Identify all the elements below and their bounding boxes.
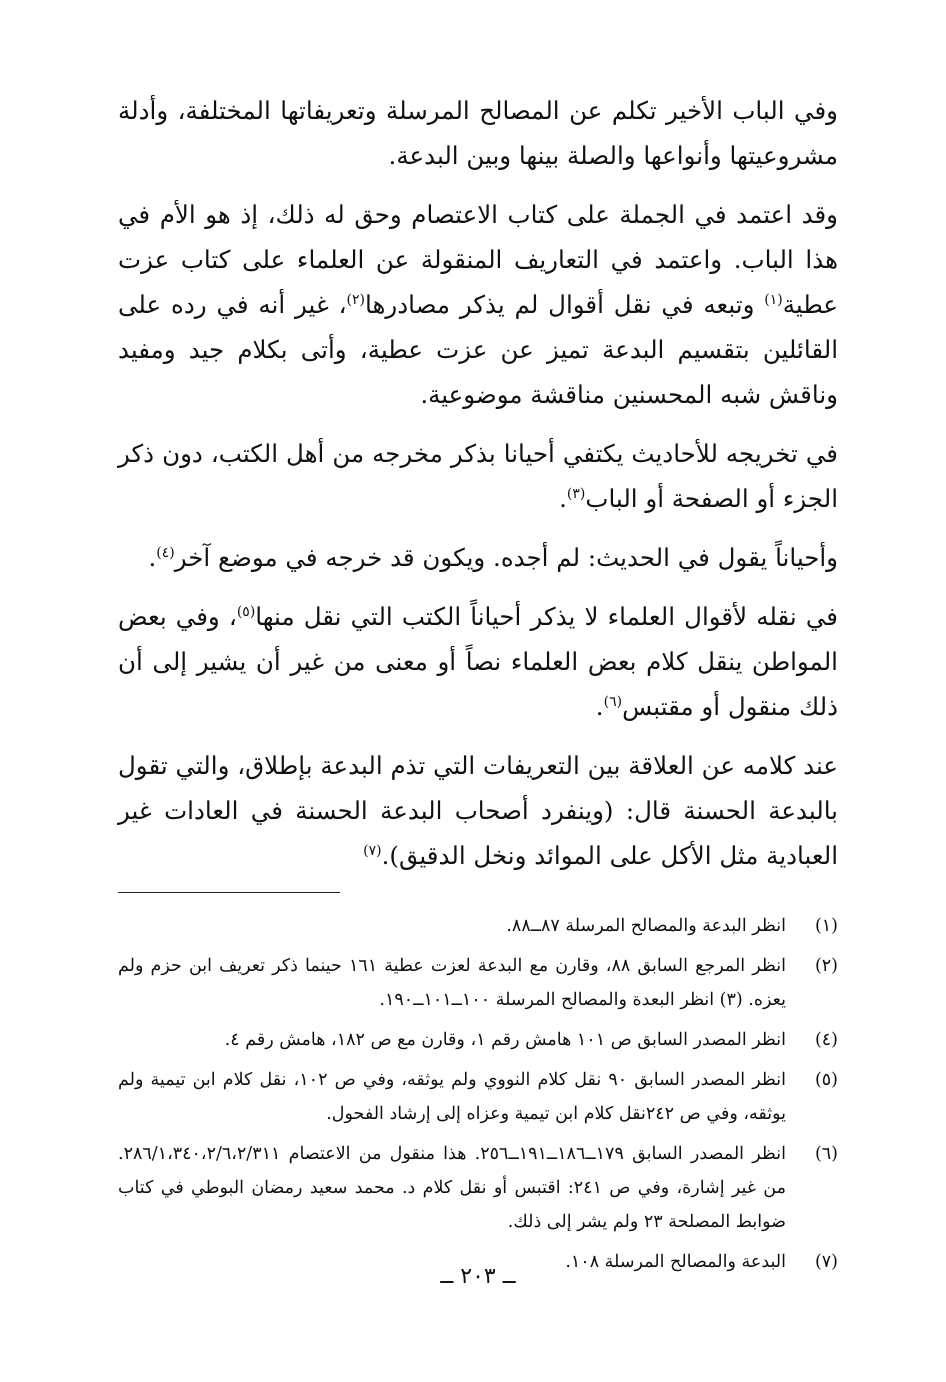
footnote-divider — [118, 892, 340, 893]
footnote-text: البدعة والمصالح المرسلة ١٠٨. — [565, 1252, 786, 1272]
footnote-ref-6[interactable]: (٦) — [603, 693, 623, 710]
page-number: ــ ٢٠٣ ــ — [440, 1264, 516, 1289]
footnote-ref-7[interactable]: (٧) — [363, 842, 382, 859]
paragraph-4: وأحياناً يقول في الحديث: لم أجده. ويكون قد خرجه في موضع آخر$^{(٤)}$. — [148, 543, 838, 572]
footnote-text: انظر المصدر السابق ص ١٠١ هامش رقم ١، وقارن مع ص ١٨٢، هامش رقم ٤. — [224, 1030, 786, 1050]
paragraph-3: في تخريجه للأحاديث يكتفي أحيانا بذكر مخرجه من أهل الكتب، دون ذكر الجزء أو الصفحة أو الباب$^{(٣)}$. — [118, 439, 838, 513]
footnote-1 — [118, 909, 838, 943]
paragraph-2: وقد اعتمد في الجملة على كتاب الاعتصام وحق له ذلك، إذ هو الأم في هذا الباب. واعتمد في التعاريف المنقولة عن العلماء على كتاب عزت عطية$^{(١)}$ وتبعه في نقل أقوال لم يذكر مصادرها$^{(٢)}$، غير أنه في رده على القائلين بتقسيم البدعة تميز عن عزت عطية، وأتى بكلام جيد ومفيد وناقش شبه المحسنين مناقشة موضوعية. — [118, 200, 838, 409]
paragraph-5: في نقله لأقوال العلماء لا يذكر أحياناً الكتب التي نقل منها$^{(٥)}$، وفي بعض المواطن ينقل كلام بعض العلماء نصاً أو معنى من غير أن يشير إلى أن ذلك منقول أو مقتبس$^{(٦)}$. — [118, 602, 838, 721]
paragraph-6: عند كلامه عن العلاقة بين التعريفات التي تذم البدعة بإطلاق، والتي تقول بالبدعة الحسنة قال: (وينفرد أصحاب البدعة الحسنة في العادات غير العبادية مثل الأكل على الموائد ونخل الدقيق).$^{(٧)}$ — [118, 751, 838, 870]
footnote-text: انظر المصدر السابق ٩٠ نقل كلام النووي ولم يوثقه، وفي ص ١٠٢، نقل كلام ابن تيمية ولم يوثقه، وفي ص ٢٤٢نقل كلام ابن تيمية وعزاه إلى إرشاد الفحول. — [118, 1070, 786, 1124]
footnote-ref-3[interactable]: (٣) — [566, 485, 586, 502]
footnote-ref-1[interactable]: (١) — [764, 291, 783, 308]
footnote-4 — [118, 1023, 838, 1057]
paragraph-1: وفي الباب الأخير تكلم عن المصالح المرسلة وتعريفاتها المختلفة، وأدلة مشروعيتها وأنواعها والصلة بينها وبين البدعة. — [118, 96, 838, 170]
footnote-ref-4[interactable]: (٤) — [156, 544, 175, 561]
footnote-number: (٢) — [814, 956, 838, 976]
footnote-number: (٥) — [814, 1070, 838, 1090]
main-text — [118, 88, 838, 878]
footnote-number: (٤) — [814, 1030, 838, 1050]
footnote-ref-5[interactable]: (٥) — [236, 603, 256, 620]
footnotes — [118, 909, 838, 1279]
footnote-number: (١) — [814, 916, 838, 936]
footnote-6 — [118, 1137, 838, 1239]
footnote-number: (٧) — [814, 1252, 838, 1272]
footnote-text: انظر المرجع السابق ٨٨، وقارن مع البدعة لعزت عطية ١٦١ حينما ذكر تعريف ابن حزم ولم يعزه. (٣) انظر البعدة والمصالح المرسلة ١٠٠ــ١٠١ــ١٩٠. — [118, 956, 787, 1010]
footnote-text: انظر البدعة والمصالح المرسلة ٨٧ــ٨٨. — [506, 916, 786, 936]
footnote-text: انظر المصدر السابق ١٧٩ــ١٨٦ــ١٩١ــ٢٥٦. هذا منقول من الاعتصام ٢٨٦/١،٣٤٠،٢/٦،٢/٣١١. من غير إشارة، وفي ص ٢٤١: اقتبس أو نقل كلام د. محمد سعيد رمضان البوطي في كتاب ضوابط المصلحة ٢٣ ولم يشر إلى ذلك. — [118, 1144, 786, 1232]
footnote-2 — [118, 949, 838, 1017]
footnote-number: (٦) — [814, 1144, 838, 1164]
footnote-ref-2[interactable]: (٢) — [346, 291, 365, 308]
page — [118, 88, 838, 1358]
footnote-5 — [118, 1063, 838, 1131]
